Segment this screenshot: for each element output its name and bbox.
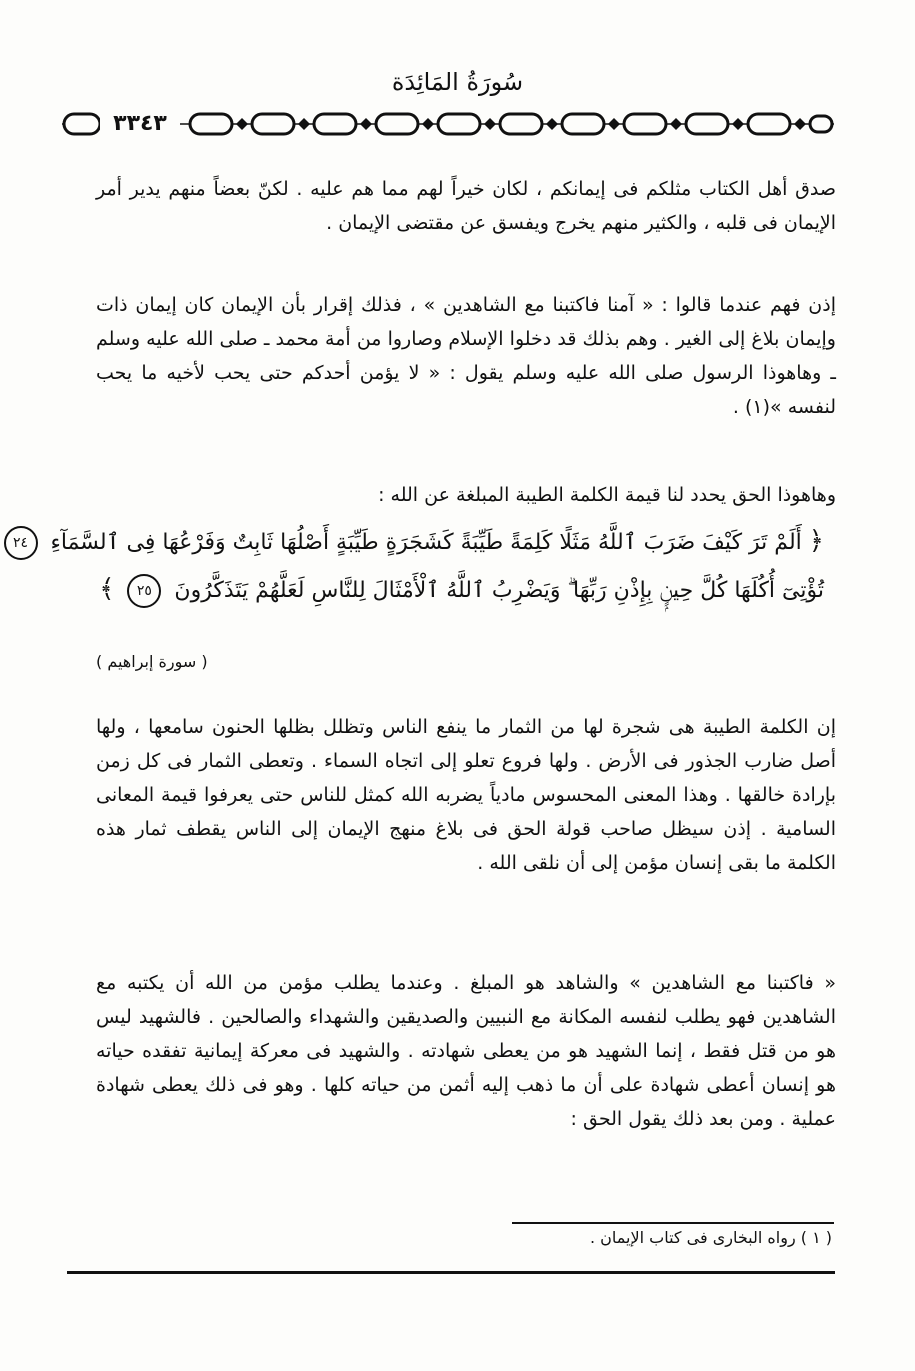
verse-close-bracket: ﴾ [99, 574, 115, 604]
paragraph-3 [96, 478, 836, 512]
paragraph-5-text: « فاكتبنا مع الشاهدين » والشاهد هو المبلغ . وعندما يطلب مؤمن من الله أن يكتبه مع الشاهدين فهو يطلب لنفسه المكانة مع النبيين والصديقين والشهداء والصالحين . فالشهيد ليس هو من قتل فقط ، إنما الشهيد هو من يعطى شهادته . والشهيد فى معركة إيمانية تفقده حياته هو إنسان أعطى شهادة على أن ما ذهب إليه أثمن من حياته كلها . وهو فى ذلك يعطى شهادة عملية . ومن بعد ذلك يقول الحق : [96, 972, 836, 1130]
surah-title: سُورَةُ المَائِدَة [391, 68, 524, 96]
paragraph-5 [96, 966, 836, 1136]
verse-source: ( سورة إبراهيم ) [96, 652, 208, 671]
paragraph-2-text: إذن فهم عندما قالوا : « آمنا فاكتبنا مع الشاهدين » ، فذلك إقرار بأن الإيمان كان إيمان ذات وإيمان بلاغ إلى الغير . وهم بذلك قد دخلوا الإسلام وصاروا من أمة محمد ـ صلى الله عليه وسلم ـ وهاهوذا الرسول صلى الله عليه وسلم يقول : « لا يؤمن أحدكم حتى يحب لأخيه ما يحب لنفسه »(١) . [96, 294, 836, 418]
paragraph-3-text: وهاهوذا الحق يحدد لنا قيمة الكلمة الطيبة المبلغة عن الله : [378, 484, 836, 506]
quran-verse [13, 518, 824, 614]
ayah-number-marker: ٢٥ [127, 574, 161, 608]
verse-line-2-text: تُؤْتِىٓ أُكُلَهَا كُلَّ حِينٍۭ بِإِذْنِ رَبِّهَا ۗ وَيَضْرِبُ ٱللَّهُ ٱلْأَمْثَالَ لِلنَّاسِ لَعَلَّهُمْ يَتَذَكَّرُونَ [174, 578, 824, 603]
footnote: ( ١ ) رواه البخارى فى كتاب الإيمان . [590, 1228, 832, 1247]
paragraph-1-text: صدق أهل الكتاب مثلكم فى إيمانكم ، لكان خيراً لهم مما هم عليه . لكنّ بعضاً منهم يدير أمر الإيمان فى قلبه ، والكثير منهم يخرج ويفسق عن مقتضى الإيمان . [96, 178, 836, 234]
footnote-divider [512, 1222, 834, 1224]
verse-line-1 [13, 518, 824, 566]
page-bottom-rule [67, 1271, 835, 1274]
paragraph-1 [96, 172, 836, 240]
verse-line-2 [99, 566, 824, 614]
ayah-number-marker: ٢٤ [4, 526, 38, 560]
verse-line-1-text: أَلَمْ تَرَ كَيْفَ ضَرَبَ ٱللَّهُ مَثَلًا كَلِمَةً طَيِّبَةً كَشَجَرَةٍ طَيِّبَةٍ أَصْلُهَا ثَابِتٌ وَفَرْعُهَا فِى ٱلسَّمَآءِ [50, 530, 802, 555]
verse-open-bracket: ﴿ [808, 526, 824, 556]
paragraph-4 [96, 710, 836, 880]
paragraph-4-text: إن الكلمة الطيبة هى شجرة لها من الثمار ما ينفع الناس وتظلل بظلها الحنون سامعها ، ولها أصل ضارب الجذور فى الأرض . ولها فروع تعلو إلى اتجاه السماء . وتعطى الثمار فى كل زمن بإرادة خالقها . وهذا المعنى المحسوس مادياً يضربه الله كمثل للناس حتى يعرفوا قيمة المعانى السامية . إذن سيظل صاحب قولة الحق فى بلاغ منهج الإيمان إلى الناس يقطف ثمار هذه الكلمة ما بقى إنسان مؤمن إلى أن نلقى الله . [96, 716, 836, 874]
paragraph-2 [96, 288, 836, 424]
page-number: ٣٣٤٣ [100, 106, 180, 142]
